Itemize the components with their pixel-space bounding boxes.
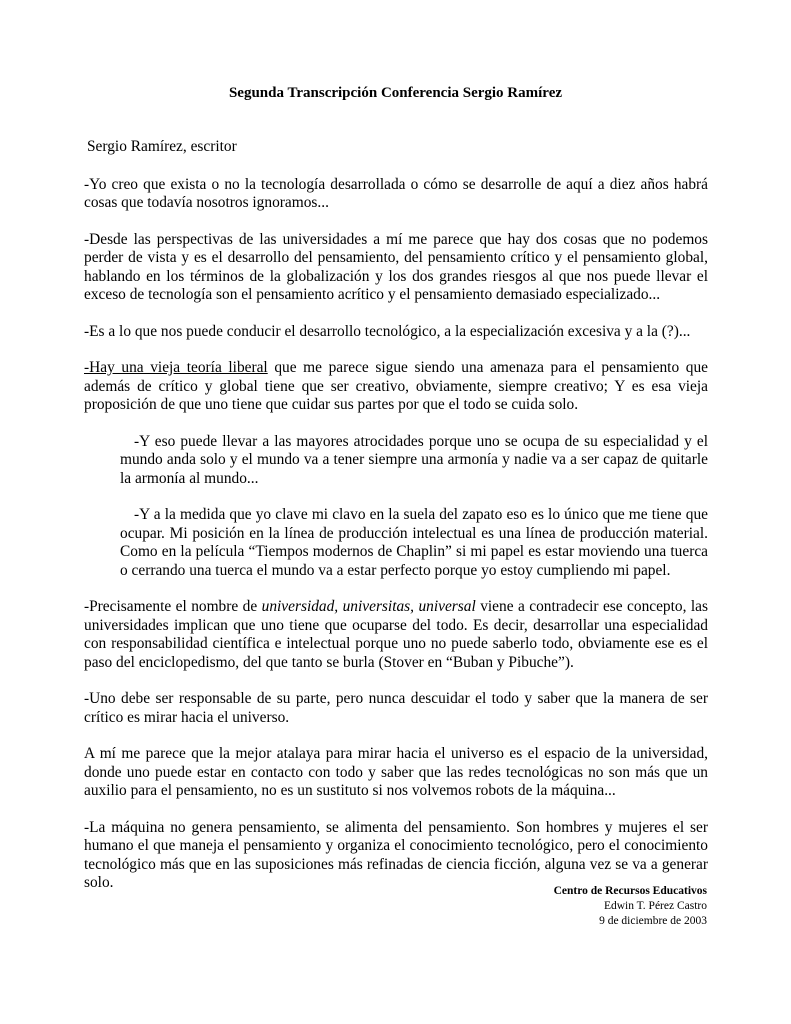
indented-paragraph-1: -Y eso puede llevar a las mayores atrocidades porque uno se ocupa de su especialidad y el mundo anda solo y el mundo va a tener siempre una armonía y nadie va a ser capaz de quitarle la armonía al mundo...	[120, 432, 708, 487]
document-body	[84, 138, 708, 893]
paragraph-3: -Es a lo que nos puede conducir el desarrollo tecnológico, a la especialización excesiva y a la (?)...	[84, 322, 691, 340]
document-title: Segunda Transcripción Conferencia Sergio Ramírez	[228, 85, 563, 101]
indented-paragraph-2: -Y a la medida que yo clave mi clavo en la suela del zapato eso es lo único que me tiene que ocupar. Mi posición en la línea de producción intelectual es una línea de producción material. Como en la película “Tiempos modernos de Chaplin” si mi papel es estar moviendo una tuerca o cerrando una tuerca el mundo va a estar perfecto porque yo estoy cumpliendo mi papel.	[120, 506, 708, 579]
signature-organization: Centro de Recursos Educativos	[553, 885, 707, 897]
paragraph-8: -Uno debe ser responsable de su parte, pero nunca descuidar el todo y saber que la manera de ser crítico es mirar hacia el universo.	[84, 690, 708, 726]
signature-date: 9 de diciembre de 2003	[599, 915, 707, 927]
paragraph-4	[84, 359, 708, 415]
paragraph-7-lead: -Precisamente el nombre de	[84, 598, 262, 615]
paragraph-2: -Desde las perspectivas de las universidades a mí me parece que hay dos cosas que no podemos perder de vista y es el desarrollo del pensamiento, del pensamiento crítico y el pensamiento global, hablando en los términos de la globalización y los dos grandes riesgos al que nos puede llevar el exceso de tecnología son el pensamiento acrítico y el pensamiento demasiado especializado...	[84, 230, 708, 303]
paragraph-7	[84, 598, 708, 672]
paragraph-4-text: que me parece sigue siendo una amenaza para el pensamiento que además de crítico y global tiene que ser creativo, obviamente, siempre creativo; Y es esa vieja proposición de que uno tiene que cuidar sus partes por que el todo se cuida solo.	[84, 359, 708, 413]
italic-phrase: universidad, universitas, universal	[261, 598, 476, 615]
signature-name: Edwin T. Pérez Castro	[603, 900, 707, 912]
signature-block	[554, 884, 707, 929]
underlined-phrase: -Hay una vieja teoría liberal	[84, 359, 268, 376]
author-line: Sergio Ramírez, escritor	[87, 138, 237, 155]
paragraph-9: A mí me parece que la mejor atalaya para mirar hacia el universo es el espacio de la universidad, donde uno puede estar en contacto con todo y saber que las redes tecnológicas no son más que un auxilio para el pensamiento, no es un sustituto si nos volvemos robots de la máquina...	[84, 745, 708, 799]
paragraph-1: -Yo creo que exista o no la tecnología desarrollada o cómo se desarrolle de aquí a diez años habrá cosas que todavía nosotros ignoramos...	[84, 175, 708, 211]
paragraph-7-text: viene a contradecir ese concepto, las universidades implican que uno tiene que ocuparse del todo. Es decir, desarrollar una especialidad con responsabilidad científica e intelectual porque uno no puede saberlo todo, obviamente ese es el paso del enciclopedismo, del que tanto se burla (Stover en “Buban y Pibuche”).	[84, 598, 708, 671]
paragraph-10: -La máquina no genera pensamiento, se alimenta del pensamiento. Son hombres y mujeres el ser humano el que maneja el pensamiento y organiza el conocimiento tecnológico, pero el conocimiento tecnológico más que en las suposiciones más refinadas de ciencia ficción, alguna vez se va a generar solo.	[84, 818, 708, 891]
